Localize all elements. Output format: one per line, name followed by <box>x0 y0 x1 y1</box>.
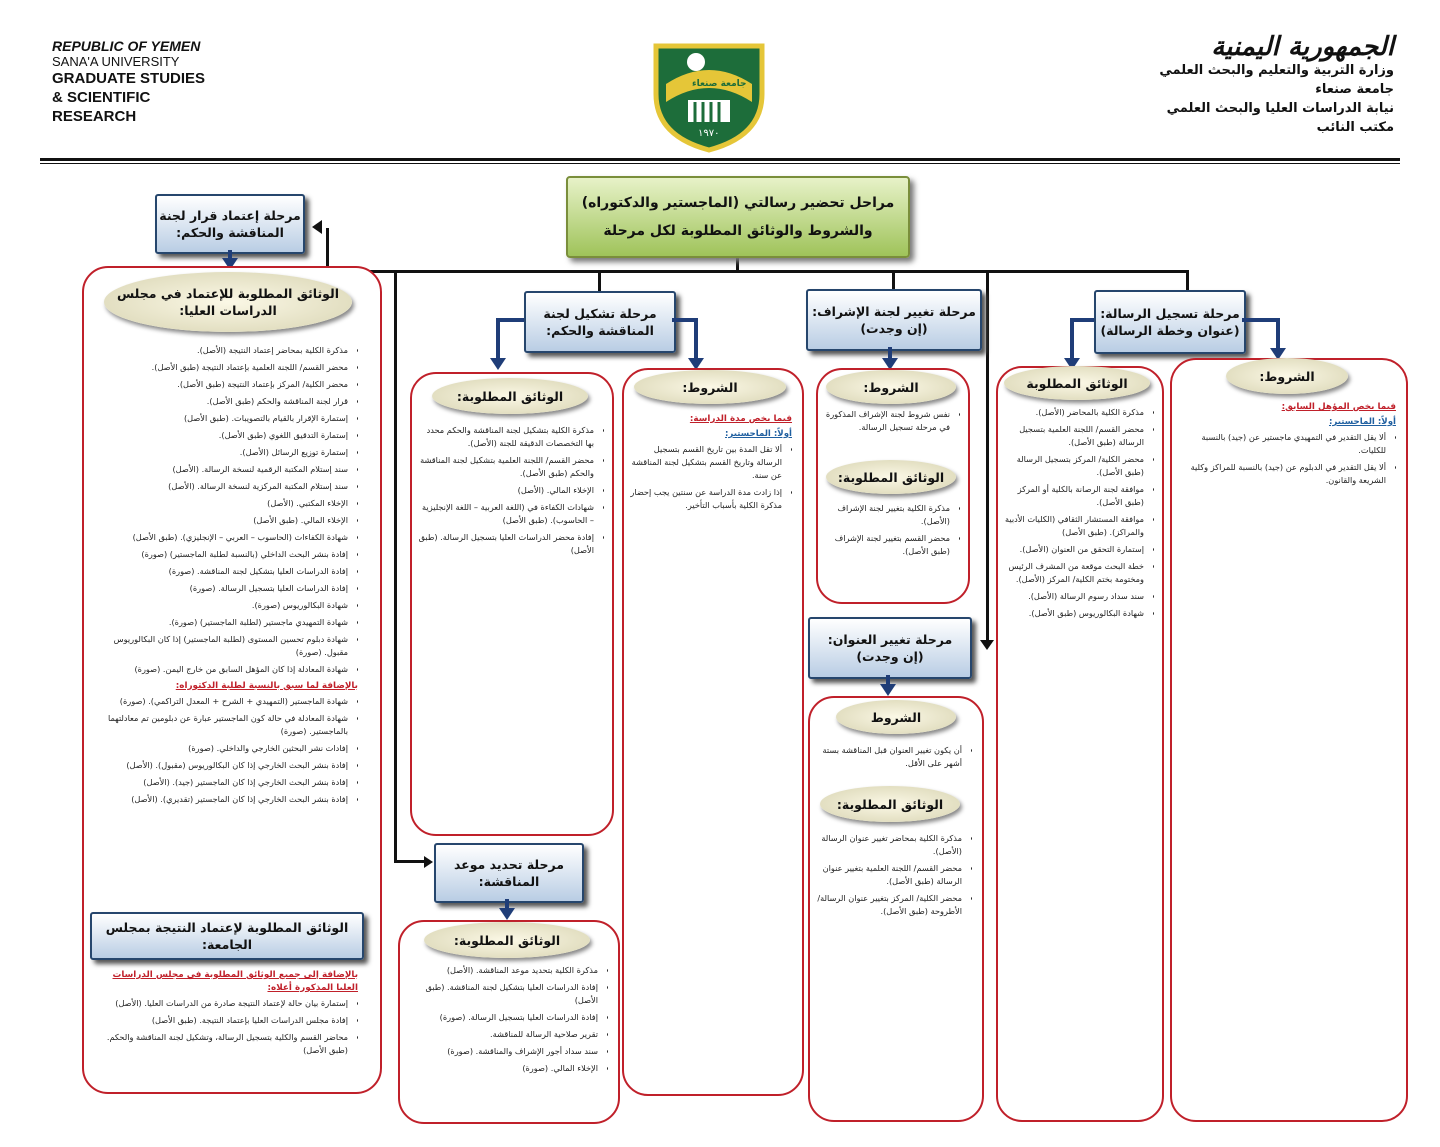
list-item: • شهادة البكالوريوس (صورة). <box>96 599 348 612</box>
header-ar-line1: وزارة التربية والتعليم والبحث العلمي <box>1159 63 1394 78</box>
committee-cond-sub1: أولاً: الماجستير: <box>724 429 792 439</box>
header-en-line1: REPUBLIC OF YEMEN <box>52 38 201 54</box>
oval-reg-docs-label: الوثائق المطلوبة <box>1026 375 1128 391</box>
list-item: • الإخلاء المالي. (طبق الأصل) <box>96 514 348 527</box>
header-en-line2: SANA'A UNIVERSITY <box>52 54 180 69</box>
header-en-line3: GRADUATE STUDIES <box>52 70 206 87</box>
list-supervisor-docs <box>824 502 960 592</box>
logo-year: ١٩٧٠ <box>698 128 720 139</box>
header-en-line5: RESEARCH <box>52 108 137 125</box>
list-item: • إفادة بنشر البحث الخارجي إذا كان الماجستير (تقديري). (الأصل) <box>96 793 348 806</box>
list-item: • إفادة الدراسات العليا بتشكيل لجنة المناقشة. (طبق الأصل) <box>406 981 598 1007</box>
list-item: • مذكرة الكلية بالمحاضر (الأصل). <box>1004 406 1144 419</box>
list-reg-cond <box>1178 398 1396 1112</box>
council-title: بالإضافة إلى جميع الوثائق المطلوبة في مجلس الدراسات العليا المذكورة أعلاه: <box>112 970 358 993</box>
list-item: • مذكرة الكلية بتحديد موعد المناقشة. (الأصل) <box>406 964 598 977</box>
list-item: • إفادة بنشر البحث الخارجي إذا كان البكالوريوس (مقبول). (الأصل) <box>96 759 348 772</box>
oval-title-docs-label: الوثائق المطلوبة: <box>836 796 944 812</box>
oval-reg-docs <box>1004 366 1150 400</box>
logo-text: جامعة صنعاء <box>692 79 747 89</box>
stage-registration <box>1094 290 1246 354</box>
oval-title-cond <box>836 700 956 734</box>
list-item: • محضر القسم/ اللجنة العلمية بتغيير عنوان الرسالة (طبق الأصل). <box>816 862 962 888</box>
list-item: • شهادات الكفاءة في (اللغة العربية – اللغة الإنجليزية – الحاسوب). (طبق الأصل) <box>418 501 594 527</box>
list-item: • إفادة محضر الدراسات العليا بتسجيل الرسالة. (طبق الأصل) <box>418 531 594 557</box>
list-item: • إفادة الدراسات العليا بتشكيل لجنة المناقشة. (صورة) <box>96 565 348 578</box>
stage-registration-sub: (عنوان وخطة الرسالة) <box>1100 323 1240 338</box>
list-item: • مذكرة الكلية بمحاضر تغيير عنوان الرسالة (الأصل). <box>816 832 962 858</box>
stage-title-change-label: مرحلة تغيير العنوان: <box>827 632 953 647</box>
list-item: • إستمارة التحقق من العنوان (الأصل). <box>1004 543 1144 556</box>
list-title-docs <box>816 832 972 1108</box>
list-item: • محضر الكلية/ المركز بتغيير عنوان الرسالة/ الأطروحة (طبق الأصل). <box>816 892 962 918</box>
connector-registration <box>1186 270 1189 292</box>
university-logo <box>648 36 770 154</box>
connector-date <box>394 270 397 862</box>
list-title-cond <box>816 744 972 780</box>
main-title-line2: والشروط والوثائق المطلوبة لكل مرحلة <box>603 223 873 239</box>
list-item: • إستمارة التدقيق اللغوي (طبق الأصل). <box>96 429 348 442</box>
oval-committee-docs-label: الوثائق المطلوبة: <box>456 388 564 404</box>
stage-committee <box>524 291 676 353</box>
list-approval <box>96 344 358 904</box>
oval-supervisor-docs-label: الوثائق المطلوبة: <box>837 469 945 485</box>
list-item: • محضر القسم بتغيير لجنة الإشراف (طبق الأصل). <box>824 532 950 558</box>
list-item: • شهادة المعادلة في حالة كون الماجستير عبارة عن دبلومين تم معادلتهما بالماجستير. (صورة) <box>96 712 348 738</box>
list-item: • شهادة البكالوريوس (طبق الأصل). <box>1004 607 1144 620</box>
oval-reg-cond-label: الشروط: <box>1259 368 1315 384</box>
committee-cond-title: فيما يخص مدة الدراسة: <box>689 414 792 424</box>
list-item: • الإخلاء المالي. (الأصل) <box>418 484 594 497</box>
list-item: • شهادة دبلوم تحسين المستوى (لطلبة الماجستير) إذا كان البكالوريوس مقبول. (صورة) <box>96 633 348 659</box>
list-item: • نفس شروط لجنة الإشراف المذكورة في مرحلة تسجيل الرسالة. <box>824 408 950 434</box>
list-item: • إستمارة بيان حالة لإعتماد النتيجة صادرة من الدراسات العليا. (الأصل) <box>96 997 348 1010</box>
stage-approval <box>155 194 305 254</box>
header-arabic <box>1094 32 1394 137</box>
list-item: • إفادة الدراسات العليا بتسجيل الرسالة. (صورة) <box>96 582 348 595</box>
list-item: • أن يكون تغيير العنوان قبل المناقشة بستة أشهر على الأقل. <box>816 744 962 770</box>
oval-committee-cond <box>634 370 786 404</box>
oval-supervisor-cond-label: الشروط: <box>863 379 919 395</box>
list-item: • إستمارة توزيع الرسائل (الأصل). <box>96 446 348 459</box>
list-committee-docs <box>418 424 604 824</box>
list-item: • محضر القسم/ اللجنة العلمية بتسجيل الرسالة (طبق الأصل). <box>1004 423 1144 449</box>
list-reg-docs <box>1004 406 1154 1112</box>
list-item: • سند إستلام المكتبة الرقمية لنسخة الرسالة. (الأصل) <box>96 463 348 476</box>
header-ar-line4: مكتب النائب <box>1316 120 1394 135</box>
list-item: • ألا يقل التقدير في التمهيدي ماجستير عن (جيد) بالنسبة للكليات. <box>1178 431 1386 457</box>
stage-supervisor-sub: (إن وجدت) <box>860 321 928 336</box>
list-item: • محضر الكلية/ المركز بإعتماد النتيجة (طبق الأصل). <box>96 378 348 391</box>
header-english <box>52 38 312 126</box>
list-item: • إفادة بنشر البحث الخارجي إذا كان الماجستير (جيد). (الأصل) <box>96 776 348 789</box>
list-item: • مذكرة الكلية بتغيير لجنة الإشراف (الأصل). <box>824 502 950 528</box>
list-item: • إذا زادت مدة الدراسة عن سنتين يجب إحضار مذكرة الكلية بأسباب التأخير. <box>630 486 782 512</box>
oval-reg-cond <box>1226 358 1348 394</box>
list-item: • ألا تقل المدة بين تاريخ القسم بتسجيل الرسالة وتاريخ القسم بتشكيل لجنة المناقشة عن سنة. <box>630 443 782 482</box>
oval-supervisor-docs <box>826 460 956 494</box>
list-item: • سند سداد أجور الإشراف والمناقشة. (صورة) <box>406 1045 598 1058</box>
stage-title-change-sub: (إن وجدت) <box>856 649 924 664</box>
list-item: • الإخلاء المكتبي. (الأصل) <box>96 497 348 510</box>
connector-title-change <box>986 270 989 642</box>
stage-committee-label: مرحلة تشكيل لجنة المناقشة والحكم: <box>543 306 657 338</box>
list-item: • سند إستلام المكتبة المركزية لنسخة الرسالة. (الأصل) <box>96 480 348 493</box>
list-item: • شهادة الكفاءات (الحاسوب – العربي – الإنجليزي). (طبق الأصل) <box>96 531 348 544</box>
list-item: • ألا يقل التقدير في الدبلوم عن (جيد) بالنسبة للمراكز وكلية الشريعة والقانون. <box>1178 461 1386 487</box>
header-divider-thin <box>40 163 1400 164</box>
list-item: • قرار لجنة المناقشة والحكم (طبق الأصل). <box>96 395 348 408</box>
list-item: • الإخلاء المالي. (صورة) <box>406 1062 598 1075</box>
list-item: • محضر القسم/ اللجنة العلمية بإعتماد النتيجة (طبق الأصل). <box>96 361 348 374</box>
list-item: • إفادة بنشر البحث الداخلي (بالنسبة لطلبة الماجستير) (صورة) <box>96 548 348 561</box>
oval-approval-docs-label: الوثائق المطلوبة للإعتماد في مجلس الدراسات العليا: <box>117 286 339 318</box>
oval-approval-docs <box>104 272 352 332</box>
list-item: • إفادة الدراسات العليا بتسجيل الرسالة. (صورة) <box>406 1011 598 1024</box>
header-ar-line2: جامعة صنعاء <box>1315 82 1394 97</box>
list-item: • محضر الكلية/ المركز بتسجيل الرسالة (طبق الأصل). <box>1004 453 1144 479</box>
stage-supervisor <box>806 289 982 351</box>
oval-supervisor-cond <box>826 370 956 404</box>
stage-date <box>434 843 584 903</box>
oval-date-docs-label: الوثائق المطلوبة: <box>453 932 561 948</box>
council-box-label: الوثائق المطلوبة لإعتماد النتيجة بمجلس الجامعة: <box>105 920 349 952</box>
main-title-line1: مراحل تحضير رسالتي (الماجستير والدكتوراه) <box>581 195 895 211</box>
list-committee-cond <box>630 410 792 1086</box>
list-item: • سند سداد رسوم الرسالة (الأصل). <box>1004 590 1144 603</box>
list-item: • تقرير صلاحية الرسالة للمناقشة. <box>406 1028 598 1041</box>
list-item: • إستمارة الإقرار بالقيام بالتصويبات. (طبق الأصل) <box>96 412 348 425</box>
oval-date-docs <box>424 922 590 958</box>
list-supervisor-cond <box>824 408 960 458</box>
list-item: • موافقة المستشار الثقافي (الكليات الأدبية والمراكز). (طبق الأصل) <box>1004 513 1144 539</box>
list-item: • شهادة المعادلة إذا كان المؤهل السابق من خارج اليمن. (صورة) <box>96 663 348 676</box>
stage-approval-label: مرحلة إعتماد قرار لجنة المناقشة والحكم: <box>159 208 301 240</box>
list-item: • إفادة مجلس الدراسات العليا بإعتماد النتيجة. (طبق الأصل) <box>96 1014 348 1027</box>
oval-committee-cond-label: الشروط: <box>682 379 738 395</box>
list-item: • شهادة التمهيدي ماجستير (لطلبة الماجستير) (صورة). <box>96 616 348 629</box>
oval-title-cond-label: الشروط <box>870 709 922 725</box>
oval-title-docs <box>820 786 960 822</box>
header-divider <box>40 158 1400 161</box>
oval-committee-docs <box>432 378 588 414</box>
stage-date-label: مرحلة تحديد موعد المناقشة: <box>453 857 565 889</box>
list-item: • موافقة لجنة الرصانة بالكلية أو المركز (طبق الأصل). <box>1004 483 1144 509</box>
reg-cond-sub1: أولاً: الماجستير: <box>1328 417 1396 427</box>
list-council <box>96 966 358 1084</box>
stage-title-change <box>808 617 972 679</box>
stage-supervisor-label: مرحلة تغيير لجنة الإشراف: <box>812 304 976 319</box>
header-ar-line3: نيابة الدراسات العليا والبحث العلمي <box>1166 101 1394 116</box>
council-box <box>90 912 364 960</box>
stage-registration-label: مرحلة تسجيل الرسالة: <box>1100 306 1240 321</box>
header-en-line4: & SCIENTIFIC <box>52 89 151 106</box>
list-item: • مذكرة الكلية بمحاضر إعتماد النتيجة (الأصل). <box>96 344 348 357</box>
list-item: • خطة البحث موقعة من المشرف الرئيس ومختومة بختم الكلية/ المركز (الأصل). <box>1004 560 1144 586</box>
approval-extra-title: بالإضافة لما سبق بالنسبة لطلبة الدكتوراه: <box>175 681 358 691</box>
main-title-box <box>566 176 910 258</box>
list-date-docs <box>406 964 608 1114</box>
header-calligraphy: الجمهورية اليمنية <box>1211 32 1394 62</box>
list-item: • شهادة الماجستير (التمهيدي + الشرح + المعدل التراكمي). (صورة) <box>96 695 348 708</box>
reg-cond-title: فيما يخص المؤهل السابق: <box>1281 402 1396 412</box>
connector-main <box>326 270 1188 273</box>
list-item: • مذكرة الكلية بتشكيل لجنة المناقشة والحكم محدد بها التخصصات الدقيقة للجنة (الأصل). <box>418 424 594 450</box>
list-item: • إفادات نشر البحثين الخارجي والداخلي. (صورة) <box>96 742 348 755</box>
list-item: • محضر القسم/ اللجنة العلمية بتشكيل لجنة المناقشة والحكم (طبق الأصل). <box>418 454 594 480</box>
list-item: • محاضر القسم والكلية بتسجيل الرسالة، وتشكيل لجنة المناقشة والحكم. (طبق الأصل) <box>96 1031 348 1057</box>
